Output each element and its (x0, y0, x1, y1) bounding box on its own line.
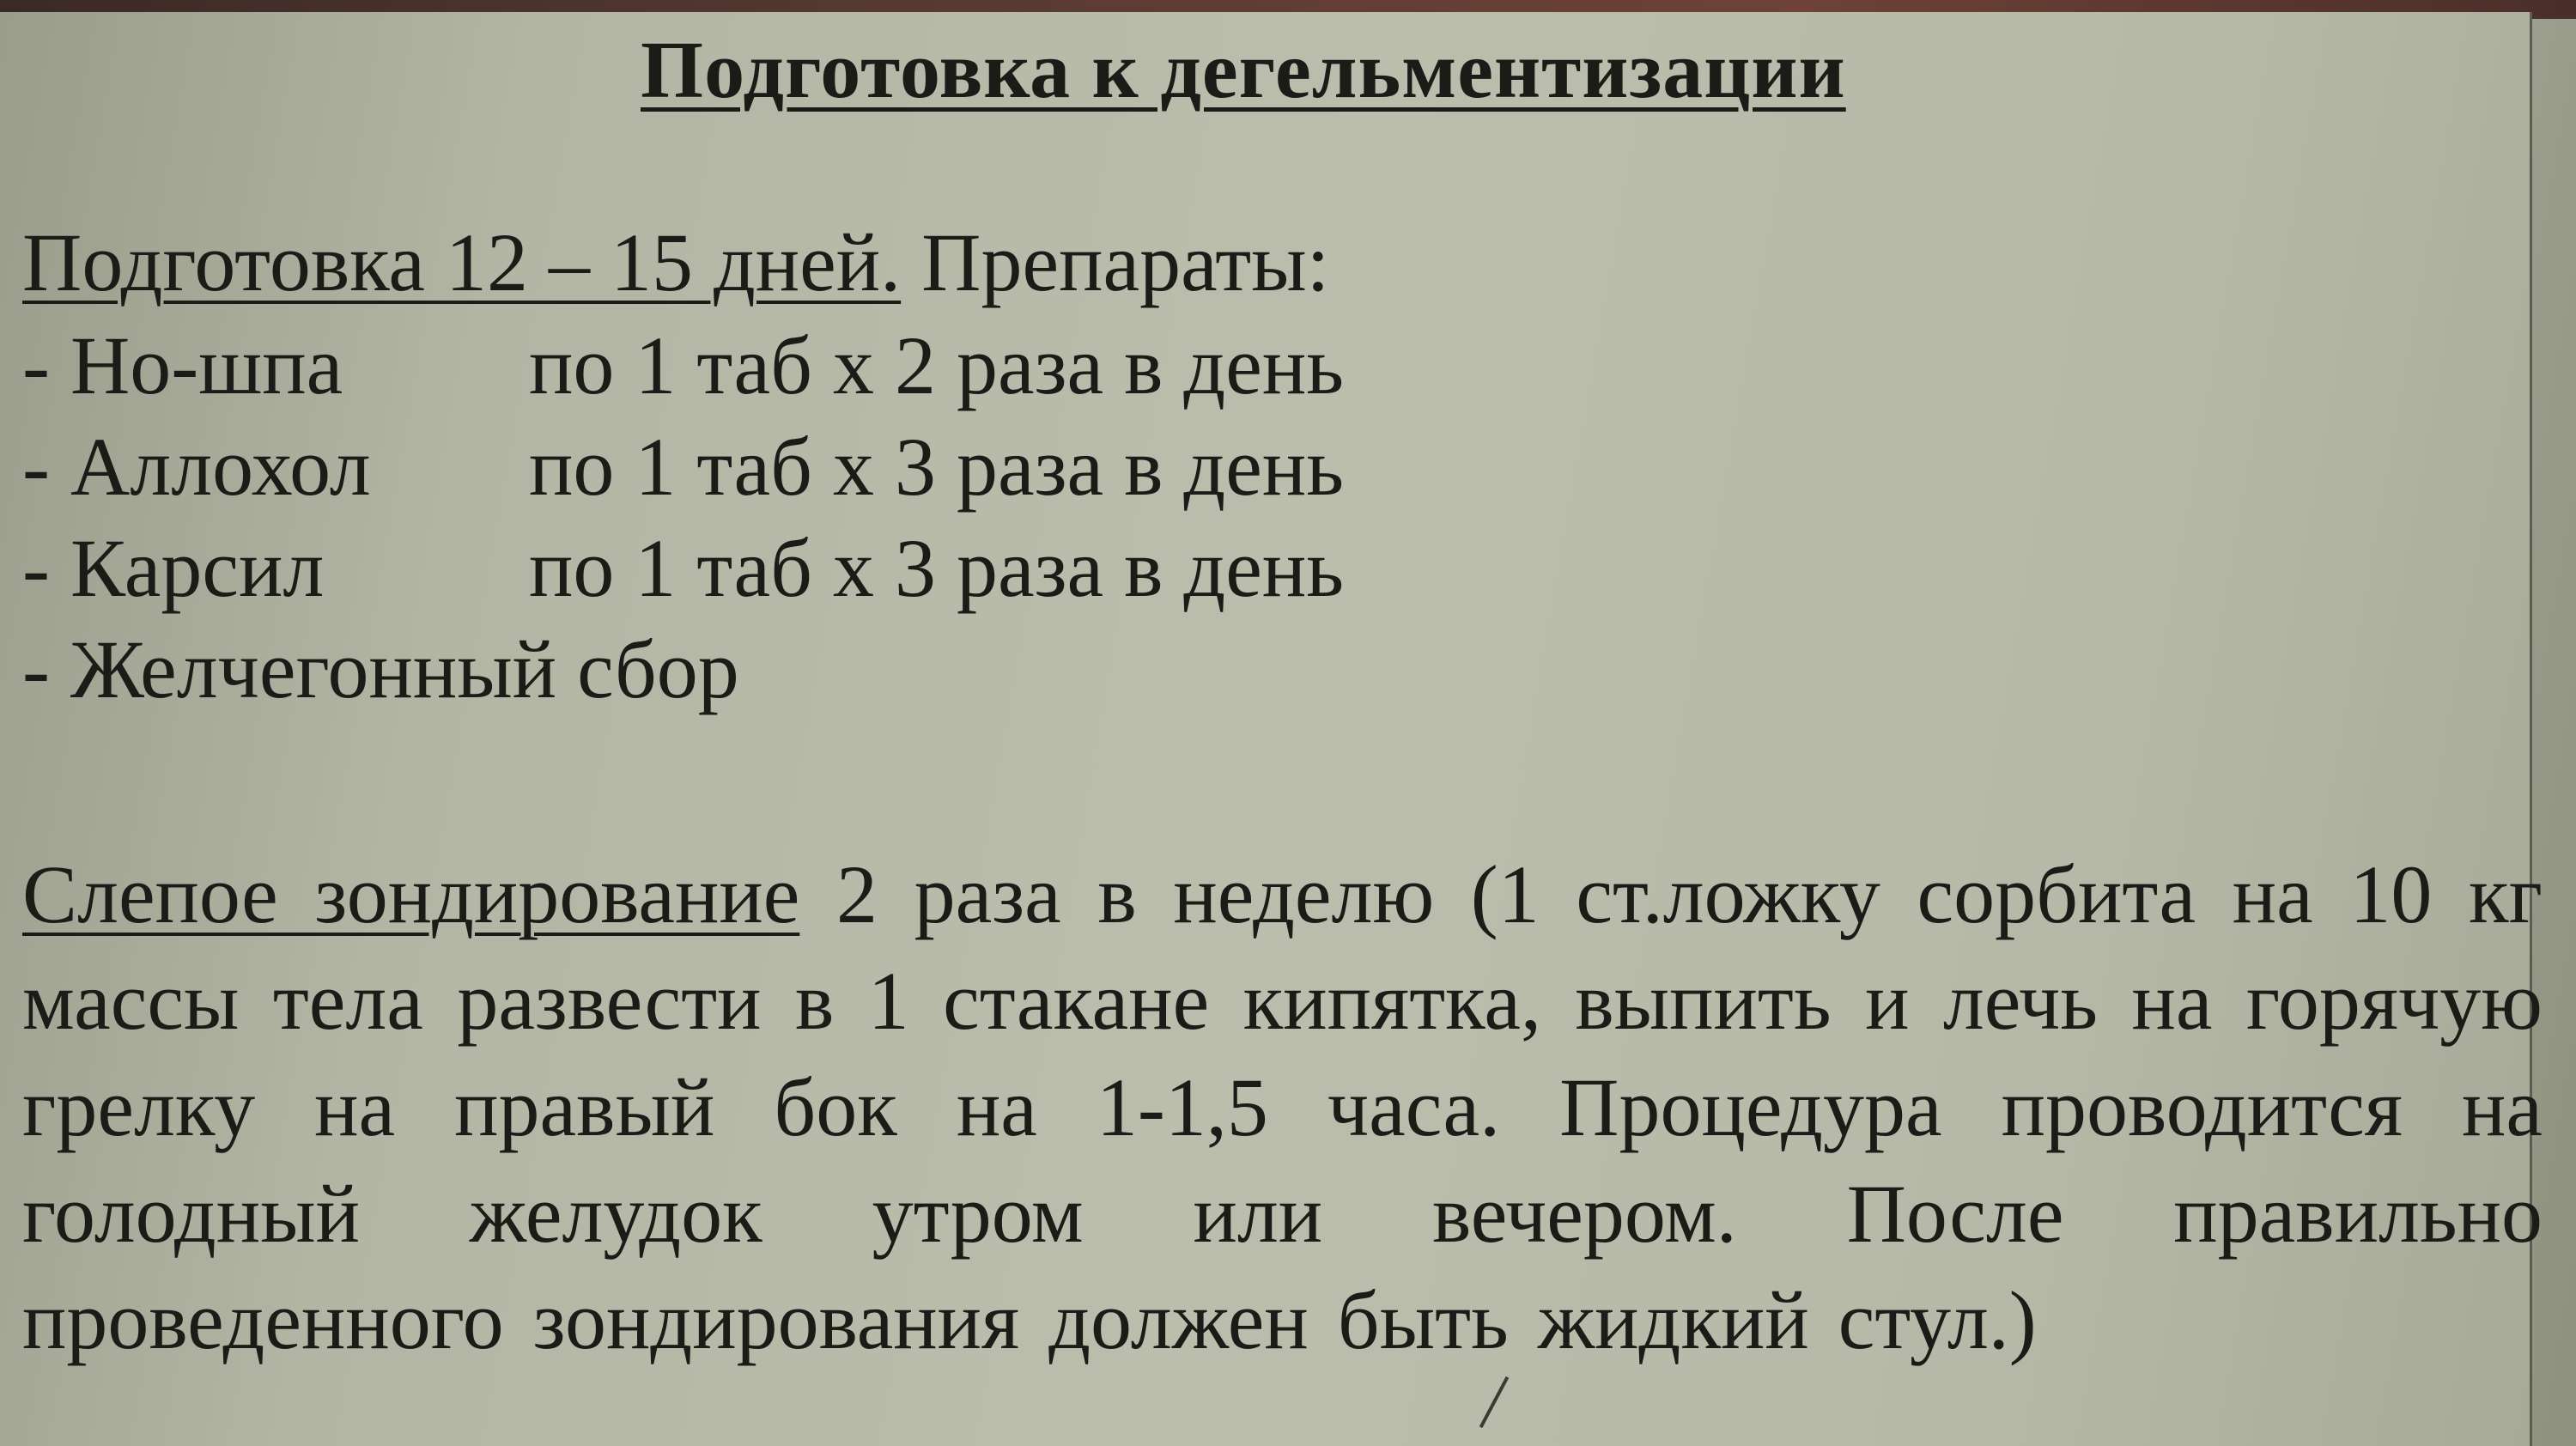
preparation-subheading: Препараты: (901, 216, 1330, 308)
drug-dose: по 1 таб х 2 раза в день (529, 319, 1345, 411)
drug-item (22, 622, 739, 717)
drug-item (22, 419, 1344, 514)
drug-dose: по 1 таб х 3 раза в день (529, 421, 1345, 513)
document-title: Подготовка к дегельментизации (641, 26, 1846, 115)
drug-item (22, 318, 1344, 413)
drug-name: - Желчегонный сбор (22, 623, 739, 715)
sounding-paragraph (22, 841, 2543, 1374)
sounding-text: 2 раза в неделю (1 ст.ложку сорбита на 10 кг массы тела развести в 1 стакане кипятка, выпить и лечь на горячую грелку на правый бок на 1-1,5 часа. Процедура проводится на голодный желудок утром или вечером. После правильно проведенного зондирования должен быть жидкий стул.) (22, 848, 2543, 1366)
drug-dose: по 1 таб х 3 раза в день (529, 522, 1345, 614)
sounding-heading: Слепое зондирование (22, 848, 800, 940)
preparation-heading-line (22, 215, 1329, 310)
drug-name: - Но-шпа (22, 319, 343, 411)
preparation-heading: Подготовка 12 – 15 дней. (22, 216, 902, 308)
drug-name: - Карсил (22, 522, 325, 614)
drug-name: - Аллохол (22, 421, 371, 513)
drug-item (22, 520, 1344, 616)
